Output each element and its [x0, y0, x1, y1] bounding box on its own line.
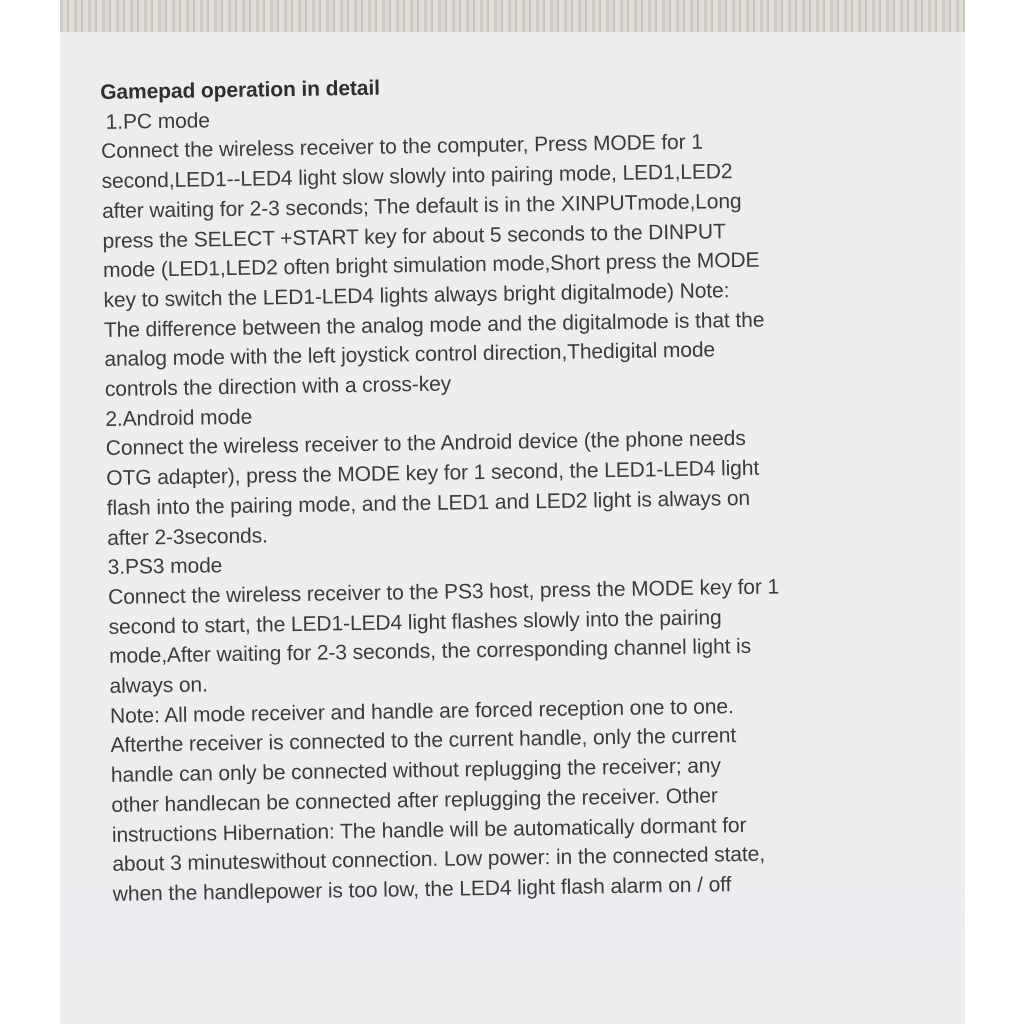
text-line: second to start, the LED1-LED4 light flashes slowly into the pairing: [108, 605, 722, 639]
text-line: Connect the wireless receiver to the computer, Press MODE for 1: [100, 130, 704, 164]
text-line: 2.Android mode: [105, 405, 253, 431]
text-line: The difference between the analog mode and the digitalmode is that the: [103, 308, 765, 342]
text-line: controls the direction with a cross-key: [104, 372, 452, 401]
text-line: Afterthe receiver is connected to the current handle, only the current: [110, 724, 737, 758]
instruction-text: [100, 65, 953, 910]
text-line: Connect the wireless receiver to the PS3 host, press the MODE key for 1: [107, 575, 780, 609]
background-surface: [60, 0, 965, 34]
text-line: other handlecan be connected after replugging the receiver. Other: [111, 784, 718, 817]
text-line: instructions Hibernation: The handle will be automatically dormant for: [111, 813, 747, 847]
text-line: when the handlepower is too low, the LED4 light flash alarm on / off: [112, 873, 732, 906]
text-line: 1.PC mode: [105, 108, 211, 134]
text-line: Connect the wireless receiver to the Android device (the phone needs: [105, 427, 746, 461]
text-line: Note: All mode receiver and handle are forced reception one to one.: [109, 694, 734, 728]
text-line: always on.: [109, 673, 208, 698]
text-line: press the SELECT +START key for about 5 seconds to the DINPUT: [102, 219, 726, 253]
text-line: 3.PS3 mode: [107, 554, 223, 580]
text-line: handle can only be connected without replugging the receiver; any: [110, 754, 721, 788]
text-line: analog mode with the left joystick control direction,Thedigital mode: [104, 338, 716, 372]
text-line: key to switch the LED1-LED4 lights always bright digitalmode) Note:: [103, 279, 730, 312]
text-line: mode,After waiting for 2-3 seconds, the corresponding channel light is: [108, 635, 752, 669]
text-line: OTG adapter), press the MODE key for 1 second, the LED1-LED4 light: [106, 456, 760, 491]
document-title: Gamepad operation in detail: [100, 76, 381, 104]
text-line: second,LED1--LED4 light slow slowly into pairing mode, LED1,LED2: [101, 160, 733, 194]
text-line: after waiting for 2-3 seconds; The default is in the XINPUTmode,Long: [101, 189, 742, 223]
text-line: flash into the pairing mode, and the LED1 and LED2 light is always on: [106, 486, 751, 520]
text-line: about 3 minuteswithout connection. Low power: in the connected state,: [112, 842, 766, 877]
text-line: after 2-3seconds.: [107, 523, 268, 550]
text-line: mode (LED1,LED2 often bright simulation mode,Short press the MODE: [102, 248, 760, 283]
